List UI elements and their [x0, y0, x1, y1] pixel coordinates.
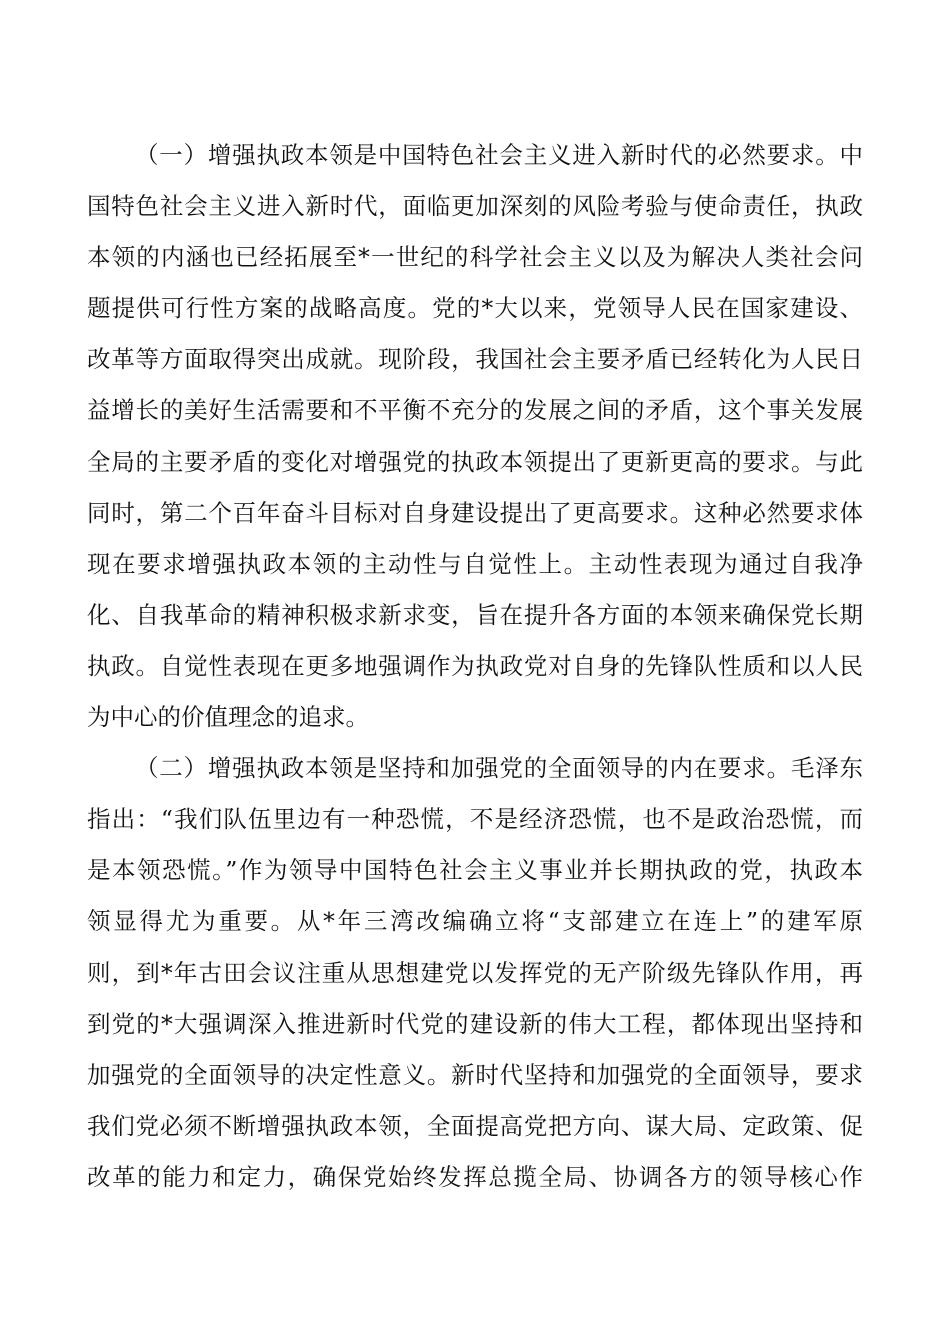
paragraph-line: 为中心的价值理念的追求。 — [87, 703, 369, 732]
paragraph-line: 是本领恐慌。”作为领导中国特色社会主义事业并长期执政的党，执政本 — [87, 856, 863, 885]
paragraph-line: 到党的*大强调深入推进新时代党的建设新的伟大工程，都体现出坚持和 — [87, 1009, 863, 1038]
paragraph-line: 本领的内涵也已经拓展至*一世纪的科学社会主义以及为解决人类社会问 — [87, 243, 863, 272]
paragraph-line: （二）增强执政本领是坚持和加强党的全面领导的内在要求。毛泽东 — [135, 754, 863, 783]
paragraph-line: 益增长的美好生活需要和不平衡不充分的发展之间的矛盾，这个事关发展 — [87, 396, 863, 425]
paragraph-line: 则，到*年古田会议注重从思想建党以发挥党的无产阶级先锋队作用，再 — [87, 958, 863, 987]
paragraph-line: 领显得尤为重要。从*年三湾改编确立将“支部建立在连上”的建军原 — [87, 907, 863, 936]
paragraph-2 — [87, 743, 863, 1203]
paragraph-line: 题提供可行性方案的战略高度。党的*大以来，党领导人民在国家建设、 — [87, 294, 863, 323]
paragraph-line: 执政。自觉性表现在更多地强调作为执政党对自身的先锋队性质和以人民 — [87, 651, 863, 680]
paragraph-line: 全局的主要矛盾的变化对增强党的执政本领提出了更新更高的要求。与此 — [87, 447, 863, 476]
paragraph-line: 我们党必须不断增强执政本领，全面提高党把方向、谋大局、定政策、促 — [87, 1111, 863, 1140]
paragraph-line: （一）增强执政本领是中国特色社会主义进入新时代的必然要求。中 — [135, 141, 863, 169]
paragraph-line: 指出：“我们队伍里边有一种恐慌，不是经济恐慌，也不是政治恐慌，而 — [87, 805, 863, 834]
paragraph-line: 化、自我革命的精神积极求新求变，旨在提升各方面的本领来确保党长期 — [87, 600, 863, 629]
paragraph-line: 改革的能力和定力，确保党始终发挥总揽全局、协调各方的领导核心作 — [87, 1162, 863, 1191]
paragraph-1 — [87, 130, 863, 743]
paragraph-line: 加强党的全面领导的决定性意义。新时代坚持和加强党的全面领导，要求 — [87, 1060, 863, 1089]
paragraph-line: 现在要求增强执政本领的主动性与自觉性上。主动性表现为通过自我净 — [87, 549, 863, 578]
paragraph-line: 国特色社会主义进入新时代，面临更加深刻的风险考验与使命责任，执政 — [87, 192, 863, 221]
document-body — [87, 130, 863, 1203]
paragraph-line: 同时，第二个百年奋斗目标对自身建设提出了更高要求。这种必然要求体 — [87, 498, 863, 527]
paragraph-line: 改革等方面取得突出成就。现阶段，我国社会主要矛盾已经转化为人民日 — [87, 345, 863, 374]
